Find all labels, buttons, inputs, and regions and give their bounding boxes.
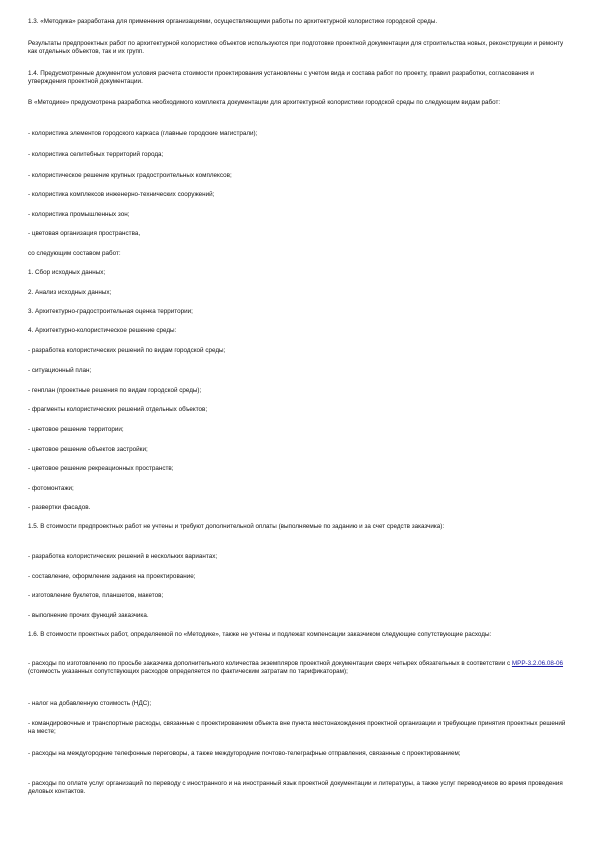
list-item: - колористика комплексов инженерно-технических сооружений; [28,191,215,198]
regulation-link[interactable]: МРР-3.2.06.08-06 [511,660,564,667]
list-item: 2. Анализ исходных данных; [28,289,112,296]
list-item: - расходы на междугородние телефонные переговоры, а также междугородние почтово-телеграфные отправления, связанные с проектированием; [28,750,461,757]
list-item: 1. Сбор исходных данных; [28,269,106,276]
list-item: - фотомонтажи; [28,485,74,492]
paragraph-results: Результаты предпроектных работ по архитектурной колористике объектов используются при подготовке проектной документации для строительства новых, реконструкции и ремонту как отдельных объектов, так и их групп. [28,40,564,55]
list-item: - колористическое решение крупных градостроительных комплексов; [28,172,232,179]
list-item: - изготовление буклетов, планшетов, макетов; [28,592,164,599]
list-item: - колористика элементов городского каркаса (главные городские магистрали); [28,130,258,137]
list-item: - цветовая организация пространства, [28,230,141,237]
list-item: - разработка колористических решений в нескольких вариантах; [28,553,218,560]
list-item: 4. Архитектурно-колористическое решение среды: [28,327,177,334]
paragraph-1-4: 1.4. Предусмотренные документом условия расчета стоимости проектирования установлены с учетом вида и состава работ по проекту, правил разработки, согласования и утверждения проектной документации. [28,70,534,85]
list-item: - выполнение прочих функций заказчика. [28,612,149,619]
list-item: - ситуационный план; [28,367,92,374]
list-item-text: (стоимость указанных сопутствующих расходов определяется по фактическим затратам по тарификаторам); [28,668,348,675]
list-item: - составление, оформление задания на проектирование; [28,573,196,580]
list-item: - налог на добавленную стоимость (НДС); [28,700,152,707]
paragraph-1-6: 1.6. В стоимости проектных работ, определяемой по «Методике», также не учтены и подлежат компенсации заказчиком следующие сопутствующие расходы: [28,631,492,638]
list-item: - фрагменты колористических решений отдельных объектов; [28,406,208,413]
list-item: - цветовое решение рекреационных пространств; [28,465,174,472]
list-item: - расходы по оплате услуг организаций по переводу с иностранного и на иностранный язык проектной документации и литературы, а также услуг переводчиков во время проведения деловых контактов. [28,780,563,795]
list-item: - развертки фасадов. [28,504,91,511]
list-item-with-link [28,660,568,676]
paragraph-work-composition: со следующим составом работ: [28,250,121,257]
list-item: - генплан (проектные решения по видам городской среды); [28,387,202,394]
list-item: - командировочные и транспортные расходы, связанные с проектированием объекта вне пункта местонахождения проектной организации и требующие принятия проектных решений на месте; [28,720,566,735]
paragraph-1-3: 1.3. «Методика» разработана для применения организациями, осуществляющими работы по архитектурной колористике городской среды. [28,18,438,25]
list-item: - разработка колористических решений по видам городской среды; [28,347,226,354]
paragraph-methodology-scope: В «Методике» предусмотрена разработка необходимого комплекта документации для архитектурной колористики городской среды по следующим видам работ: [28,99,501,106]
list-item: - цветовое решение объектов застройки; [28,446,148,453]
list-item: - колористика промышленных зон; [28,211,130,218]
list-item-text: - расходы по изготовлению по просьбе заказчика дополнительного количества экземпляров проектной документации сверх четырех обязательных в соответствии с [28,660,512,667]
list-item: 3. Архитектурно-градостроительная оценка территории; [28,308,193,315]
list-item: - колористика селитебных территорий города; [28,151,164,158]
list-item: - цветовое решение территории; [28,426,124,433]
paragraph-1-5: 1.5. В стоимости предпроектных работ не учтены и требуют дополнительной оплаты (выполняемые по заданию и за счет средств заказчика): [28,523,445,530]
